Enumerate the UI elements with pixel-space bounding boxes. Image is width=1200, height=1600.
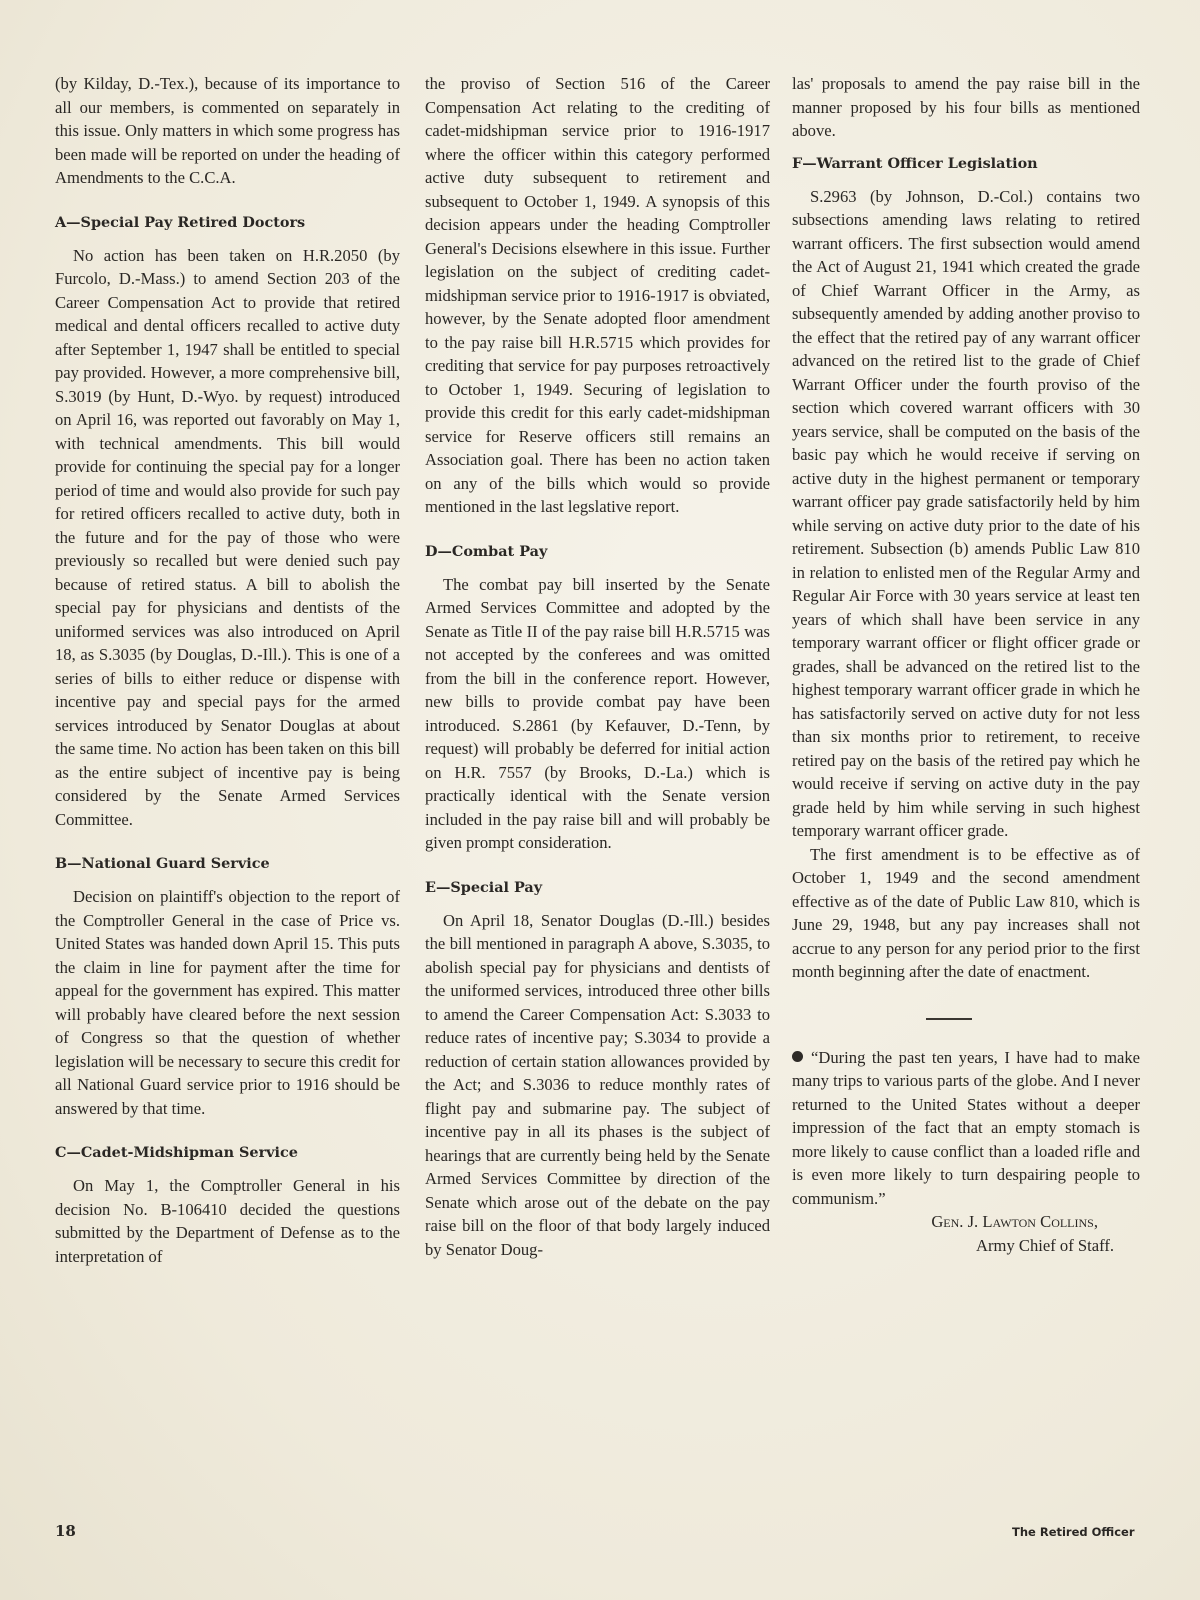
section-c-body: On May 1, the Comptroller General in his decision No. B-106410 decided the questions submitted by the Department of Defense as to the interpretation of: [55, 1176, 400, 1266]
section-a-body: No action has been taken on H.R.2050 (by Furcolo, D.-Mass.) to amend Section 203 of the Career Compensation Act to provide that retired medical and dental officers recalled to active duty after September 1, 1947 shall be entitled to special pay provided. However, a more comprehensive bill, S.3019 (by Hunt, D.-Wyo. by request) introduced on April 16, was reported out favorably on May 1, with technical amendments. This bill would provide for continuing the special pay for a longer period of time and would also provide for such pay for retired officers recalled to active duty, both in the future and for the pay of those who were previously so recalled but were denied such pay because of retired status. A bill to abolish the special pay for physicians and dentists of the uniformed services was also introduced on April 18, as S.3035 (by Douglas, D.-Ill.). This is one of a series of bills to either reduce or dispense with incentive pay and special pays for the armed services introduced by Senator Douglas at about the same time. No action has been taken on this bill as the entire subject of incentive pay is being considered by the Senate Armed Services Committee.: [55, 245, 400, 829]
section-f-body-2: The first amendment is to be effective as of October 1, 1949 and the second amendment effective as of the date of Public Law 810, which is June 29, 1948, but any pay increases shall not accrue to any person for any period prior to the first month beginning after the date of enactment.: [792, 844, 1140, 981]
section-d-heading: D—Combat Pay: [425, 542, 548, 560]
bullet-icon: [792, 1051, 803, 1062]
quote-block: [792, 1046, 1140, 1211]
column-1: [55, 72, 400, 1268]
section-e-continued: las' proposals to amend the pay raise bill in the manner proposed by his four bills as mentioned above.: [792, 74, 1140, 140]
column-2: [425, 72, 770, 1261]
quote-text: “During the past ten years, I have had to make many trips to various parts of the globe. And I never returned to the United States without a deeper impression of the fact that an empty stomach is more likely to cause conflict than a loaded rifle and is even more likely to turn despairing people to communism.”: [792, 1047, 1140, 1208]
section-b-body: Decision on plaintiff's objection to the report of the Comptroller General in the case of Price vs. United States was handed down April 15. This puts the claim in line for payment after the time for appeal for the government has expired. This matter will probably have cleared before the next session of Congress so that the question of whether legislation will be necessary to secure this credit for all National Guard service prior to 1916 should be answered by that time.: [55, 887, 400, 1118]
section-b-heading: B—National Guard Service: [55, 855, 270, 872]
section-c-heading: C—Cadet-Midshipman Service: [55, 1144, 298, 1161]
section-d-body: The combat pay bill inserted by the Senate Armed Services Committee and adopted by the Senate as Title II of the pay raise bill H.R.5715 was not accepted by the conferees and was omitted from the bill in the conference report. However, new bills to provide combat pay have been introduced. S.2861 (by Kefauver, D.-Tenn, by request) will probably be deferred for initial action on H.R. 7557 (by Brooks, D.-La.) which is practically identical with the Senate version included in the pay raise bill and will probably be given prompt consideration.: [425, 574, 770, 852]
column-3: [792, 72, 1140, 1257]
quote-author-title: Army Chief of Staff.: [976, 1235, 1114, 1255]
intro-paragraph: (by Kilday, D.-Tex.), because of its importance to all our members, is commented on separately in this issue. Only matters in which some progress has been made will be reported on under the heading of Amendments to the C.C.A.: [55, 74, 400, 187]
page-number: 18: [55, 1522, 76, 1540]
section-a-heading: A—Special Pay Retired Doctors: [55, 213, 306, 231]
journal-name: The Retired Officer: [1012, 1525, 1135, 1539]
section-e-heading: E—Special Pay: [425, 878, 543, 896]
section-e-body: On April 18, Senator Douglas (D.-Ill.) besides the bill mentioned in paragraph A above, S.3035, to abolish special pay for physicians and dentists of the uniformed services, introduced three other bills to amend the Career Compensation Act: S.3033 to reduce rates of incentive pay; S.3034 to provide a reduction of certain station allowances provided by the Act; and S.3036 to reduce monthly rates of flight pay and submarine pay. The subject of incentive pay in all its phases is the subject of hearings that are currently being held by the Senate Armed Services Committee by direction of the Senate which arose out of the debate on the pay raise bill on the floor of that body largely induced by Senator Doug-: [425, 910, 770, 1259]
section-f-body: S.2963 (by Johnson, D.-Col.) contains two subsections amending laws relating to retired warrant officers. The first subsection would amend the Act of August 21, 1941 which created the grade of Chief Warrant Officer in the Army, as subsequently amended by adding another proviso to the effect that the retired pay of any warrant officer advanced on the retired list to the grade of Chief Warrant Officer under the fourth proviso of the section which covered warrant officers with 30 years service, shall be computed on the basis of the basic pay which he would receive if serving on active duty in the highest permanent or temporary warrant officer pay grade satisfactorily held by him while serving on active duty prior to the date of his retirement. Subsection (b) amends Public Law 810 in relation to enlisted men of the Regular Army and Regular Air Force with 30 years service at least ten years of which shall have been service in any temporary warrant officer or flight officer grade or grades, shall be advanced on the retired list to the highest temporary warrant officer grade in which he has satisfactorily served on active duty for not less than six months prior to retirement, to receive retired pay on the basis of the retired pay which he would receive if serving on active duty in the pay grade held by him while serving in such highest temporary warrant officer grade.: [792, 186, 1140, 840]
section-f-heading: F—Warrant Officer Legislation: [792, 154, 1038, 172]
quote-author: Gen. J. Lawton Collins,: [931, 1212, 1098, 1231]
section-c-continued: the proviso of Section 516 of the Career Compensation Act relating to the crediting of cadet-midshipman service prior to 1916-1917 where the officer within this category performed active duty subsequent to retirement and subsequent to October 1, 1949. A synopsis of this decision appears under the heading Comptroller General's Decisions elsewhere in this issue. Further legislation on the subject of crediting cadet-midshipman service prior to 1916-1917 is obviated, however, by the Senate adopted floor amendment to the pay raise bill H.R.5715 which provides for crediting that service for pay purposes retroactively to October 1, 1949. Securing of legislation to provide this credit for this early cadet-midshipman service for Reserve officers still remains an Association goal. There has been no action taken on any of the bills which would so provide mentioned in the last legslative report.: [425, 74, 770, 516]
